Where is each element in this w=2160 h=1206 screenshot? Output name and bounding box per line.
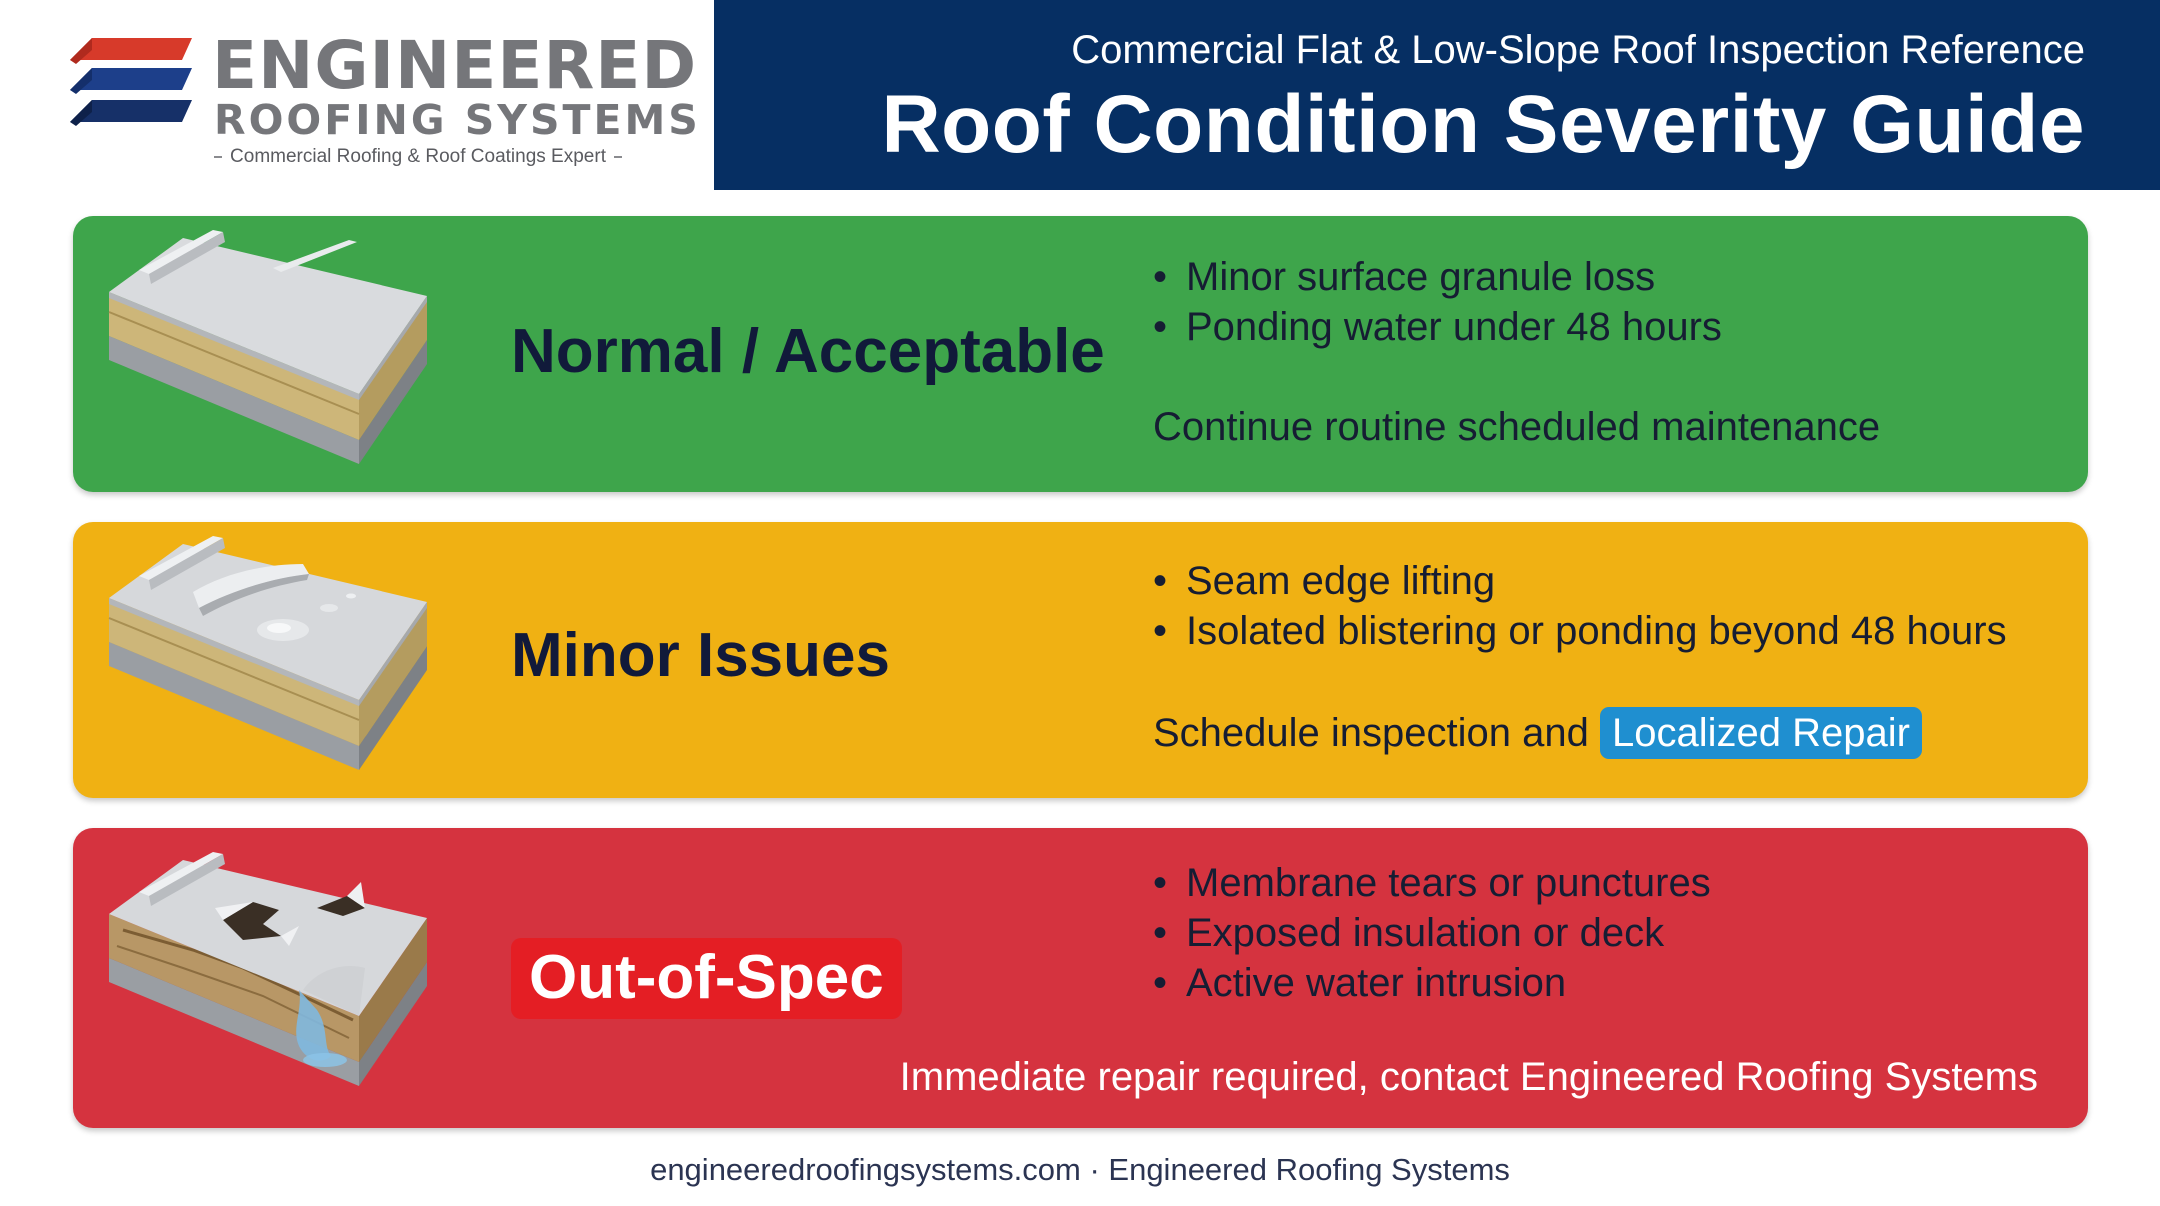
list-item: • Seam edge lifting xyxy=(1153,556,2007,606)
list-item: • Isolated blistering or ponding beyond 48 hours xyxy=(1153,606,2007,656)
severity-card-minor xyxy=(73,522,2088,798)
condition-list-out-of-spec xyxy=(1153,858,1711,1008)
list-item: • Ponding water under 48 hours xyxy=(1153,302,1722,352)
brand-name-line1: ENGINEERED xyxy=(212,27,698,104)
list-item: • Membrane tears or punctures xyxy=(1153,858,1711,908)
brand-logo xyxy=(70,27,701,178)
roof-stripes-icon xyxy=(70,30,195,145)
action-text-normal: Continue routine scheduled maintenance xyxy=(1153,405,1881,449)
brand-tagline-text: Commercial Roofing & Roof Coatings Expert xyxy=(230,146,606,167)
list-item: • Active water intrusion xyxy=(1153,958,1711,1008)
brand-name-line2: ROOFING SYSTEMS xyxy=(214,96,701,144)
condition-list-minor xyxy=(1153,556,2007,656)
localized-repair-badge: Localized Repair xyxy=(1600,707,1922,759)
title-banner xyxy=(714,0,2160,190)
damaged-roof-membrane-icon xyxy=(103,850,433,1100)
footer-text: engineeredroofingsystems.com · Engineered Roofing Systems xyxy=(650,1152,1510,1187)
brand-tagline xyxy=(214,146,622,168)
condition-list-normal xyxy=(1153,252,1722,352)
severity-label-normal: Normal / Acceptable xyxy=(511,317,1105,386)
intact-roof-membrane-icon xyxy=(103,228,433,478)
page-title: Roof Condition Severity Guide xyxy=(881,79,2085,170)
list-item: • Minor surface granule loss xyxy=(1153,252,1722,302)
severity-label-minor: Minor Issues xyxy=(511,621,890,690)
severity-label-out-of-spec: Out-of-Spec xyxy=(511,938,902,1019)
action-text-out-of-spec: Immediate repair required, contact Engineered Roofing Systems xyxy=(899,1055,2038,1099)
lifted-seam-roof-icon xyxy=(103,534,433,784)
action-text-minor xyxy=(1153,706,1922,760)
severity-card-normal xyxy=(73,216,2088,492)
action-text-minor-lead: Schedule inspection and xyxy=(1153,711,1589,755)
page-subtitle: Commercial Flat & Low-Slope Roof Inspection Reference xyxy=(1071,28,2085,72)
tagline-rule-right xyxy=(614,156,622,158)
tagline-rule-left xyxy=(214,156,222,158)
list-item: • Exposed insulation or deck xyxy=(1153,908,1711,958)
severity-card-out-of-spec xyxy=(73,828,2088,1128)
